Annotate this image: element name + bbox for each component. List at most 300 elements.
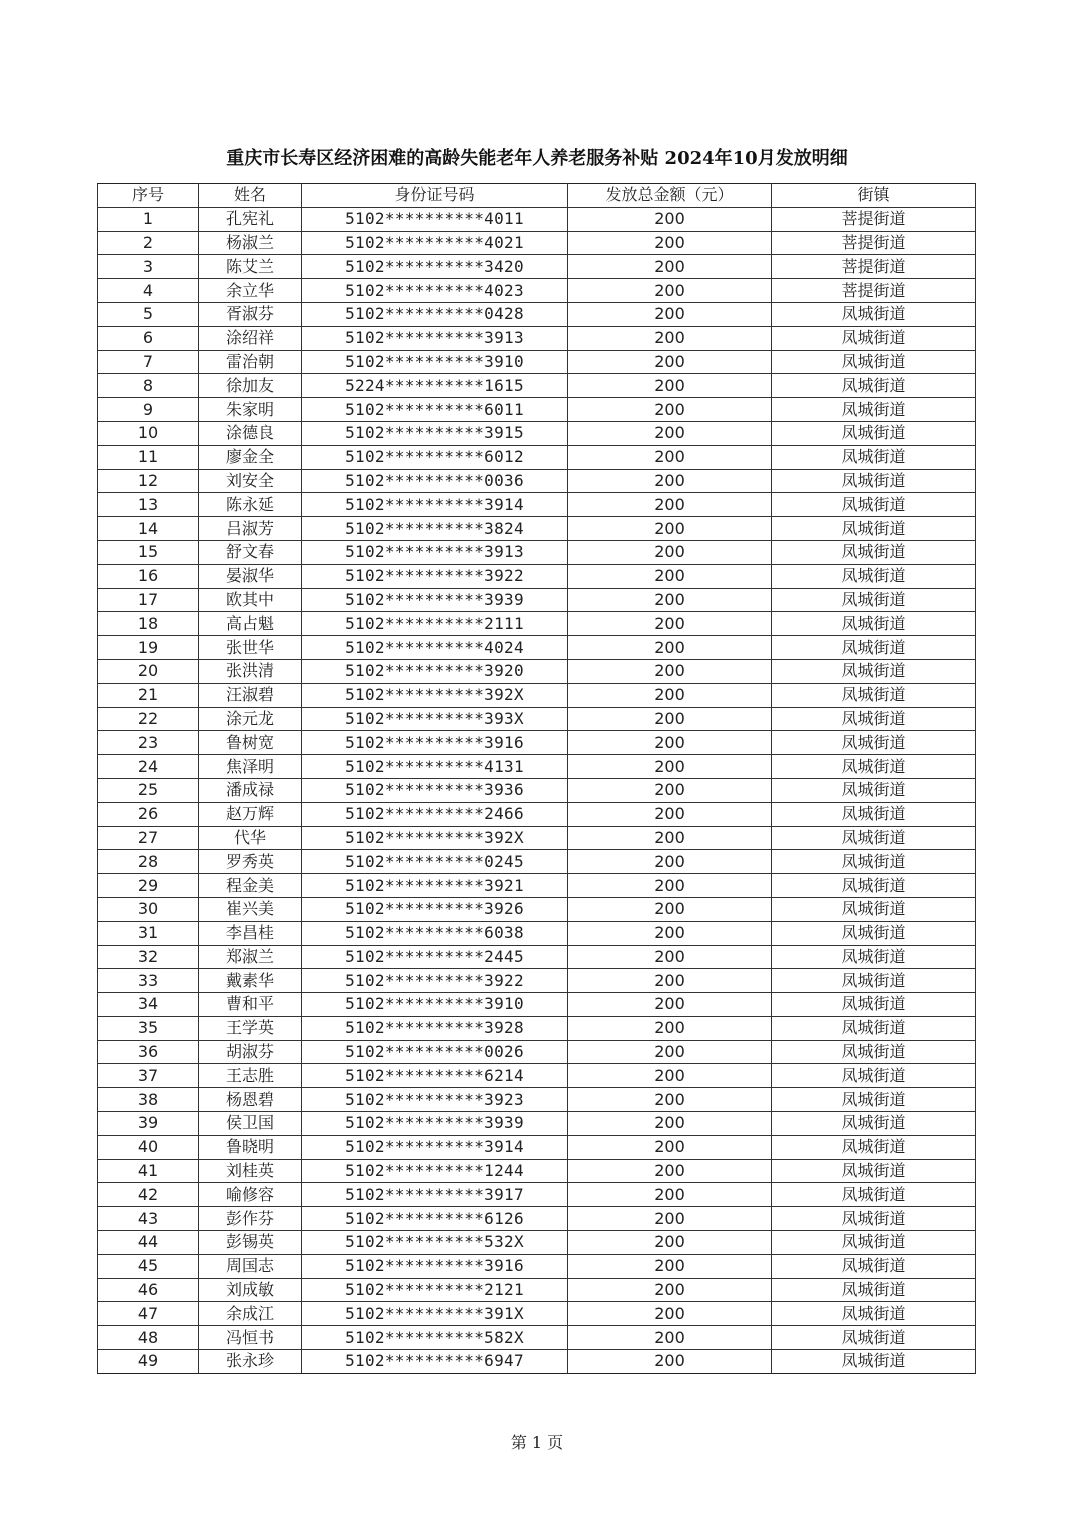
row-id-number: 5102**********3913 (302, 540, 568, 564)
row-id-number: 5102**********3420 (302, 255, 568, 279)
row-amount: 200 (568, 1064, 772, 1088)
row-name: 陈永延 (199, 493, 302, 517)
table-row (98, 1231, 976, 1255)
row-name: 张世华 (199, 636, 302, 660)
row-index: 38 (98, 1088, 199, 1112)
table-row (98, 398, 976, 422)
row-id-number: 5102**********532X (302, 1231, 568, 1255)
row-name: 吕淑芳 (199, 517, 302, 541)
table-row (98, 517, 976, 541)
row-amount: 200 (568, 564, 772, 588)
row-name: 徐加友 (199, 374, 302, 398)
row-index: 10 (98, 421, 199, 445)
row-subdistrict: 菩提街道 (772, 207, 976, 231)
row-amount: 200 (568, 398, 772, 422)
row-id-number: 5102**********0428 (302, 302, 568, 326)
table-row (98, 1302, 976, 1326)
row-index: 22 (98, 707, 199, 731)
row-name: 赵万辉 (199, 802, 302, 826)
table-row (98, 683, 976, 707)
row-amount: 200 (568, 659, 772, 683)
row-amount: 200 (568, 731, 772, 755)
row-index: 47 (98, 1302, 199, 1326)
row-name: 王学英 (199, 1016, 302, 1040)
row-amount: 200 (568, 279, 772, 303)
row-id-number: 5102**********3916 (302, 1254, 568, 1278)
table-row (98, 1040, 976, 1064)
row-name: 鲁树宽 (199, 731, 302, 755)
row-id-number: 5102**********3914 (302, 493, 568, 517)
row-subdistrict: 凤城街道 (772, 921, 976, 945)
row-name: 王志胜 (199, 1064, 302, 1088)
row-subdistrict: 凤城街道 (772, 469, 976, 493)
row-index: 49 (98, 1350, 199, 1374)
row-subdistrict: 凤城街道 (772, 493, 976, 517)
row-index: 31 (98, 921, 199, 945)
header-name: 姓名 (199, 184, 302, 208)
row-amount: 200 (568, 1088, 772, 1112)
table-row (98, 1254, 976, 1278)
header-amount: 发放总金额（元） (568, 184, 772, 208)
table-row (98, 802, 976, 826)
row-amount: 200 (568, 302, 772, 326)
row-subdistrict: 凤城街道 (772, 612, 976, 636)
table-row (98, 469, 976, 493)
row-index: 2 (98, 231, 199, 255)
table-row (98, 374, 976, 398)
row-subdistrict: 凤城街道 (772, 969, 976, 993)
row-name: 程金美 (199, 874, 302, 898)
row-subdistrict: 菩提街道 (772, 231, 976, 255)
row-id-number: 5102**********3916 (302, 731, 568, 755)
row-id-number: 5102**********4131 (302, 755, 568, 779)
row-subdistrict: 凤城街道 (772, 636, 976, 660)
row-subdistrict: 凤城街道 (772, 1278, 976, 1302)
row-index: 20 (98, 659, 199, 683)
row-amount: 200 (568, 1040, 772, 1064)
row-id-number: 5102**********3824 (302, 517, 568, 541)
table-row (98, 255, 976, 279)
row-amount: 200 (568, 517, 772, 541)
row-index: 48 (98, 1326, 199, 1350)
row-subdistrict: 凤城街道 (772, 778, 976, 802)
row-name: 刘桂英 (199, 1159, 302, 1183)
row-name: 欧其中 (199, 588, 302, 612)
table-row (98, 1064, 976, 1088)
table-row (98, 421, 976, 445)
table-row (98, 826, 976, 850)
table-row (98, 1088, 976, 1112)
row-name: 余成江 (199, 1302, 302, 1326)
row-amount: 200 (568, 945, 772, 969)
row-index: 40 (98, 1135, 199, 1159)
table-row (98, 231, 976, 255)
row-amount: 200 (568, 1183, 772, 1207)
row-amount: 200 (568, 231, 772, 255)
row-subdistrict: 凤城街道 (772, 350, 976, 374)
row-id-number: 5102**********392X (302, 683, 568, 707)
row-index: 23 (98, 731, 199, 755)
row-amount: 200 (568, 1278, 772, 1302)
row-name: 胡淑芬 (199, 1040, 302, 1064)
table-row (98, 850, 976, 874)
row-name: 喻修容 (199, 1183, 302, 1207)
row-index: 18 (98, 612, 199, 636)
row-name: 彭作芬 (199, 1207, 302, 1231)
row-name: 焦泽明 (199, 755, 302, 779)
table-row (98, 1016, 976, 1040)
row-index: 42 (98, 1183, 199, 1207)
row-index: 33 (98, 969, 199, 993)
table-row (98, 1350, 976, 1374)
table-row (98, 350, 976, 374)
table-row (98, 659, 976, 683)
row-amount: 200 (568, 469, 772, 493)
row-subdistrict: 凤城街道 (772, 398, 976, 422)
row-subdistrict: 凤城街道 (772, 826, 976, 850)
row-id-number: 5102**********2121 (302, 1278, 568, 1302)
row-amount: 200 (568, 778, 772, 802)
table-row (98, 1326, 976, 1350)
row-subdistrict: 凤城街道 (772, 731, 976, 755)
row-amount: 200 (568, 493, 772, 517)
row-index: 16 (98, 564, 199, 588)
table-row (98, 588, 976, 612)
table-row (98, 540, 976, 564)
table-row (98, 207, 976, 231)
table-row (98, 1207, 976, 1231)
row-index: 41 (98, 1159, 199, 1183)
row-index: 43 (98, 1207, 199, 1231)
table-row (98, 778, 976, 802)
header-id-number: 身份证号码 (302, 184, 568, 208)
table-row (98, 755, 976, 779)
row-id-number: 5102**********392X (302, 826, 568, 850)
row-subdistrict: 凤城街道 (772, 1231, 976, 1255)
table-row (98, 1183, 976, 1207)
row-id-number: 5102**********4011 (302, 207, 568, 231)
row-subdistrict: 凤城街道 (772, 326, 976, 350)
row-name: 余立华 (199, 279, 302, 303)
table-row (98, 493, 976, 517)
row-amount: 200 (568, 921, 772, 945)
row-subdistrict: 凤城街道 (772, 302, 976, 326)
row-amount: 200 (568, 540, 772, 564)
row-id-number: 5102**********6126 (302, 1207, 568, 1231)
row-amount: 200 (568, 897, 772, 921)
row-subdistrict: 凤城街道 (772, 421, 976, 445)
row-id-number: 5102**********3923 (302, 1088, 568, 1112)
row-subdistrict: 凤城街道 (772, 874, 976, 898)
row-id-number: 5102**********6012 (302, 445, 568, 469)
row-id-number: 5102**********3922 (302, 969, 568, 993)
row-id-number: 5102**********582X (302, 1326, 568, 1350)
table-row (98, 279, 976, 303)
row-index: 30 (98, 897, 199, 921)
row-amount: 200 (568, 350, 772, 374)
row-id-number: 5102**********3939 (302, 588, 568, 612)
row-subdistrict: 凤城街道 (772, 540, 976, 564)
row-id-number: 5102**********1244 (302, 1159, 568, 1183)
row-name: 杨淑兰 (199, 231, 302, 255)
row-subdistrict: 凤城街道 (772, 1350, 976, 1374)
table-row (98, 612, 976, 636)
row-id-number: 5102**********6947 (302, 1350, 568, 1374)
table-row (98, 969, 976, 993)
table-header-row (98, 184, 976, 208)
row-index: 11 (98, 445, 199, 469)
row-id-number: 5102**********3914 (302, 1135, 568, 1159)
row-index: 32 (98, 945, 199, 969)
row-amount: 200 (568, 1016, 772, 1040)
row-id-number: 5102**********3939 (302, 1112, 568, 1136)
row-index: 3 (98, 255, 199, 279)
row-amount: 200 (568, 326, 772, 350)
row-amount: 200 (568, 802, 772, 826)
table-row (98, 945, 976, 969)
table-row (98, 1112, 976, 1136)
row-index: 45 (98, 1254, 199, 1278)
row-amount: 200 (568, 374, 772, 398)
row-index: 17 (98, 588, 199, 612)
table-row (98, 1159, 976, 1183)
row-subdistrict: 凤城街道 (772, 445, 976, 469)
row-amount: 200 (568, 1159, 772, 1183)
row-subdistrict: 凤城街道 (772, 517, 976, 541)
table-row (98, 636, 976, 660)
row-name: 冯恒书 (199, 1326, 302, 1350)
row-id-number: 5102**********4021 (302, 231, 568, 255)
row-name: 晏淑华 (199, 564, 302, 588)
row-amount: 200 (568, 874, 772, 898)
table-row (98, 1135, 976, 1159)
row-subdistrict: 凤城街道 (772, 755, 976, 779)
table-row (98, 874, 976, 898)
row-subdistrict: 凤城街道 (772, 850, 976, 874)
row-subdistrict: 凤城街道 (772, 1088, 976, 1112)
row-subdistrict: 凤城街道 (772, 1159, 976, 1183)
row-amount: 200 (568, 1326, 772, 1350)
row-id-number: 5102**********0036 (302, 469, 568, 493)
row-amount: 200 (568, 1254, 772, 1278)
row-amount: 200 (568, 1302, 772, 1326)
row-index: 4 (98, 279, 199, 303)
row-index: 28 (98, 850, 199, 874)
row-subdistrict: 凤城街道 (772, 945, 976, 969)
row-id-number: 5102**********3915 (302, 421, 568, 445)
row-id-number: 5102**********6214 (302, 1064, 568, 1088)
table-row (98, 707, 976, 731)
row-index: 24 (98, 755, 199, 779)
row-id-number: 5102**********3917 (302, 1183, 568, 1207)
row-subdistrict: 凤城街道 (772, 1254, 976, 1278)
row-amount: 200 (568, 588, 772, 612)
row-index: 9 (98, 398, 199, 422)
row-subdistrict: 凤城街道 (772, 1207, 976, 1231)
row-index: 21 (98, 683, 199, 707)
row-amount: 200 (568, 445, 772, 469)
row-name: 汪淑碧 (199, 683, 302, 707)
row-index: 25 (98, 778, 199, 802)
row-name: 侯卫国 (199, 1112, 302, 1136)
row-name: 涂绍祥 (199, 326, 302, 350)
row-index: 13 (98, 493, 199, 517)
row-index: 37 (98, 1064, 199, 1088)
row-id-number: 5102**********2111 (302, 612, 568, 636)
row-index: 36 (98, 1040, 199, 1064)
row-amount: 200 (568, 707, 772, 731)
row-subdistrict: 凤城街道 (772, 802, 976, 826)
row-name: 戴素华 (199, 969, 302, 993)
row-name: 李昌桂 (199, 921, 302, 945)
row-id-number: 5102**********2466 (302, 802, 568, 826)
row-subdistrict: 凤城街道 (772, 564, 976, 588)
row-name: 舒文春 (199, 540, 302, 564)
row-id-number: 5102**********3926 (302, 897, 568, 921)
page-number: 第 1 页 (510, 1433, 564, 1452)
table-row (98, 1278, 976, 1302)
row-subdistrict: 凤城街道 (772, 707, 976, 731)
row-id-number: 5102**********3910 (302, 993, 568, 1017)
table-row (98, 897, 976, 921)
row-name: 陈艾兰 (199, 255, 302, 279)
document-title: 重庆市长寿区经济困难的高龄失能老年人养老服务补贴 2024年10月发放明细 (226, 148, 848, 169)
row-index: 26 (98, 802, 199, 826)
row-id-number: 5102**********4024 (302, 636, 568, 660)
table-row (98, 993, 976, 1017)
row-id-number: 5102**********0245 (302, 850, 568, 874)
row-amount: 200 (568, 255, 772, 279)
row-subdistrict: 凤城街道 (772, 1112, 976, 1136)
row-index: 5 (98, 302, 199, 326)
row-amount: 200 (568, 1350, 772, 1374)
row-amount: 200 (568, 993, 772, 1017)
subsidy-table (97, 183, 976, 1374)
row-amount: 200 (568, 826, 772, 850)
row-subdistrict: 凤城街道 (772, 1183, 976, 1207)
row-subdistrict: 凤城街道 (772, 1326, 976, 1350)
row-subdistrict: 凤城街道 (772, 1064, 976, 1088)
row-subdistrict: 凤城街道 (772, 659, 976, 683)
row-amount: 200 (568, 850, 772, 874)
row-name: 张洪清 (199, 659, 302, 683)
row-subdistrict: 凤城街道 (772, 683, 976, 707)
row-amount: 200 (568, 636, 772, 660)
row-name: 罗秀英 (199, 850, 302, 874)
row-id-number: 5102**********0026 (302, 1040, 568, 1064)
row-name: 刘安全 (199, 469, 302, 493)
table-row (98, 445, 976, 469)
row-amount: 200 (568, 1207, 772, 1231)
row-name: 孔宪礼 (199, 207, 302, 231)
row-subdistrict: 凤城街道 (772, 1302, 976, 1326)
row-name: 周国志 (199, 1254, 302, 1278)
row-amount: 200 (568, 1231, 772, 1255)
row-name: 代华 (199, 826, 302, 850)
row-id-number: 5102**********393X (302, 707, 568, 731)
header-subdistrict: 街镇 (772, 184, 976, 208)
row-id-number: 5102**********391X (302, 1302, 568, 1326)
row-subdistrict: 凤城街道 (772, 1040, 976, 1064)
row-amount: 200 (568, 969, 772, 993)
row-name: 朱家明 (199, 398, 302, 422)
table-row (98, 326, 976, 350)
header-index: 序号 (98, 184, 199, 208)
row-id-number: 5102**********3936 (302, 778, 568, 802)
row-id-number: 5102**********3921 (302, 874, 568, 898)
row-index: 27 (98, 826, 199, 850)
row-amount: 200 (568, 683, 772, 707)
row-id-number: 5102**********6011 (302, 398, 568, 422)
table-row (98, 302, 976, 326)
row-id-number: 5102**********3913 (302, 326, 568, 350)
row-id-number: 5102**********3920 (302, 659, 568, 683)
table-row (98, 921, 976, 945)
row-amount: 200 (568, 612, 772, 636)
row-id-number: 5102**********3928 (302, 1016, 568, 1040)
row-index: 19 (98, 636, 199, 660)
row-index: 34 (98, 993, 199, 1017)
row-index: 12 (98, 469, 199, 493)
row-index: 35 (98, 1016, 199, 1040)
row-id-number: 5102**********6038 (302, 921, 568, 945)
row-name: 胥淑芬 (199, 302, 302, 326)
row-name: 雷治朝 (199, 350, 302, 374)
row-amount: 200 (568, 207, 772, 231)
row-name: 涂德良 (199, 421, 302, 445)
row-subdistrict: 凤城街道 (772, 1016, 976, 1040)
row-index: 44 (98, 1231, 199, 1255)
table-body (98, 207, 976, 1373)
row-id-number: 5102**********4023 (302, 279, 568, 303)
row-name: 高占魁 (199, 612, 302, 636)
row-name: 廖金全 (199, 445, 302, 469)
row-subdistrict: 凤城街道 (772, 1135, 976, 1159)
row-id-number: 5102**********3910 (302, 350, 568, 374)
row-id-number: 5102**********2445 (302, 945, 568, 969)
row-index: 14 (98, 517, 199, 541)
row-index: 39 (98, 1112, 199, 1136)
row-id-number: 5224**********1615 (302, 374, 568, 398)
row-name: 张永珍 (199, 1350, 302, 1374)
row-index: 46 (98, 1278, 199, 1302)
row-subdistrict: 菩提街道 (772, 279, 976, 303)
row-subdistrict: 凤城街道 (772, 897, 976, 921)
row-subdistrict: 凤城街道 (772, 588, 976, 612)
row-name: 鲁晓明 (199, 1135, 302, 1159)
row-index: 1 (98, 207, 199, 231)
row-amount: 200 (568, 421, 772, 445)
row-name: 潘成禄 (199, 778, 302, 802)
row-amount: 200 (568, 755, 772, 779)
row-index: 29 (98, 874, 199, 898)
row-index: 15 (98, 540, 199, 564)
row-subdistrict: 凤城街道 (772, 374, 976, 398)
row-name: 涂元龙 (199, 707, 302, 731)
row-name: 郑淑兰 (199, 945, 302, 969)
row-index: 7 (98, 350, 199, 374)
row-id-number: 5102**********3922 (302, 564, 568, 588)
table-row (98, 731, 976, 755)
row-name: 曹和平 (199, 993, 302, 1017)
table-row (98, 564, 976, 588)
row-amount: 200 (568, 1135, 772, 1159)
row-index: 6 (98, 326, 199, 350)
row-name: 崔兴美 (199, 897, 302, 921)
row-subdistrict: 凤城街道 (772, 993, 976, 1017)
row-name: 彭锡英 (199, 1231, 302, 1255)
row-name: 杨恩碧 (199, 1088, 302, 1112)
